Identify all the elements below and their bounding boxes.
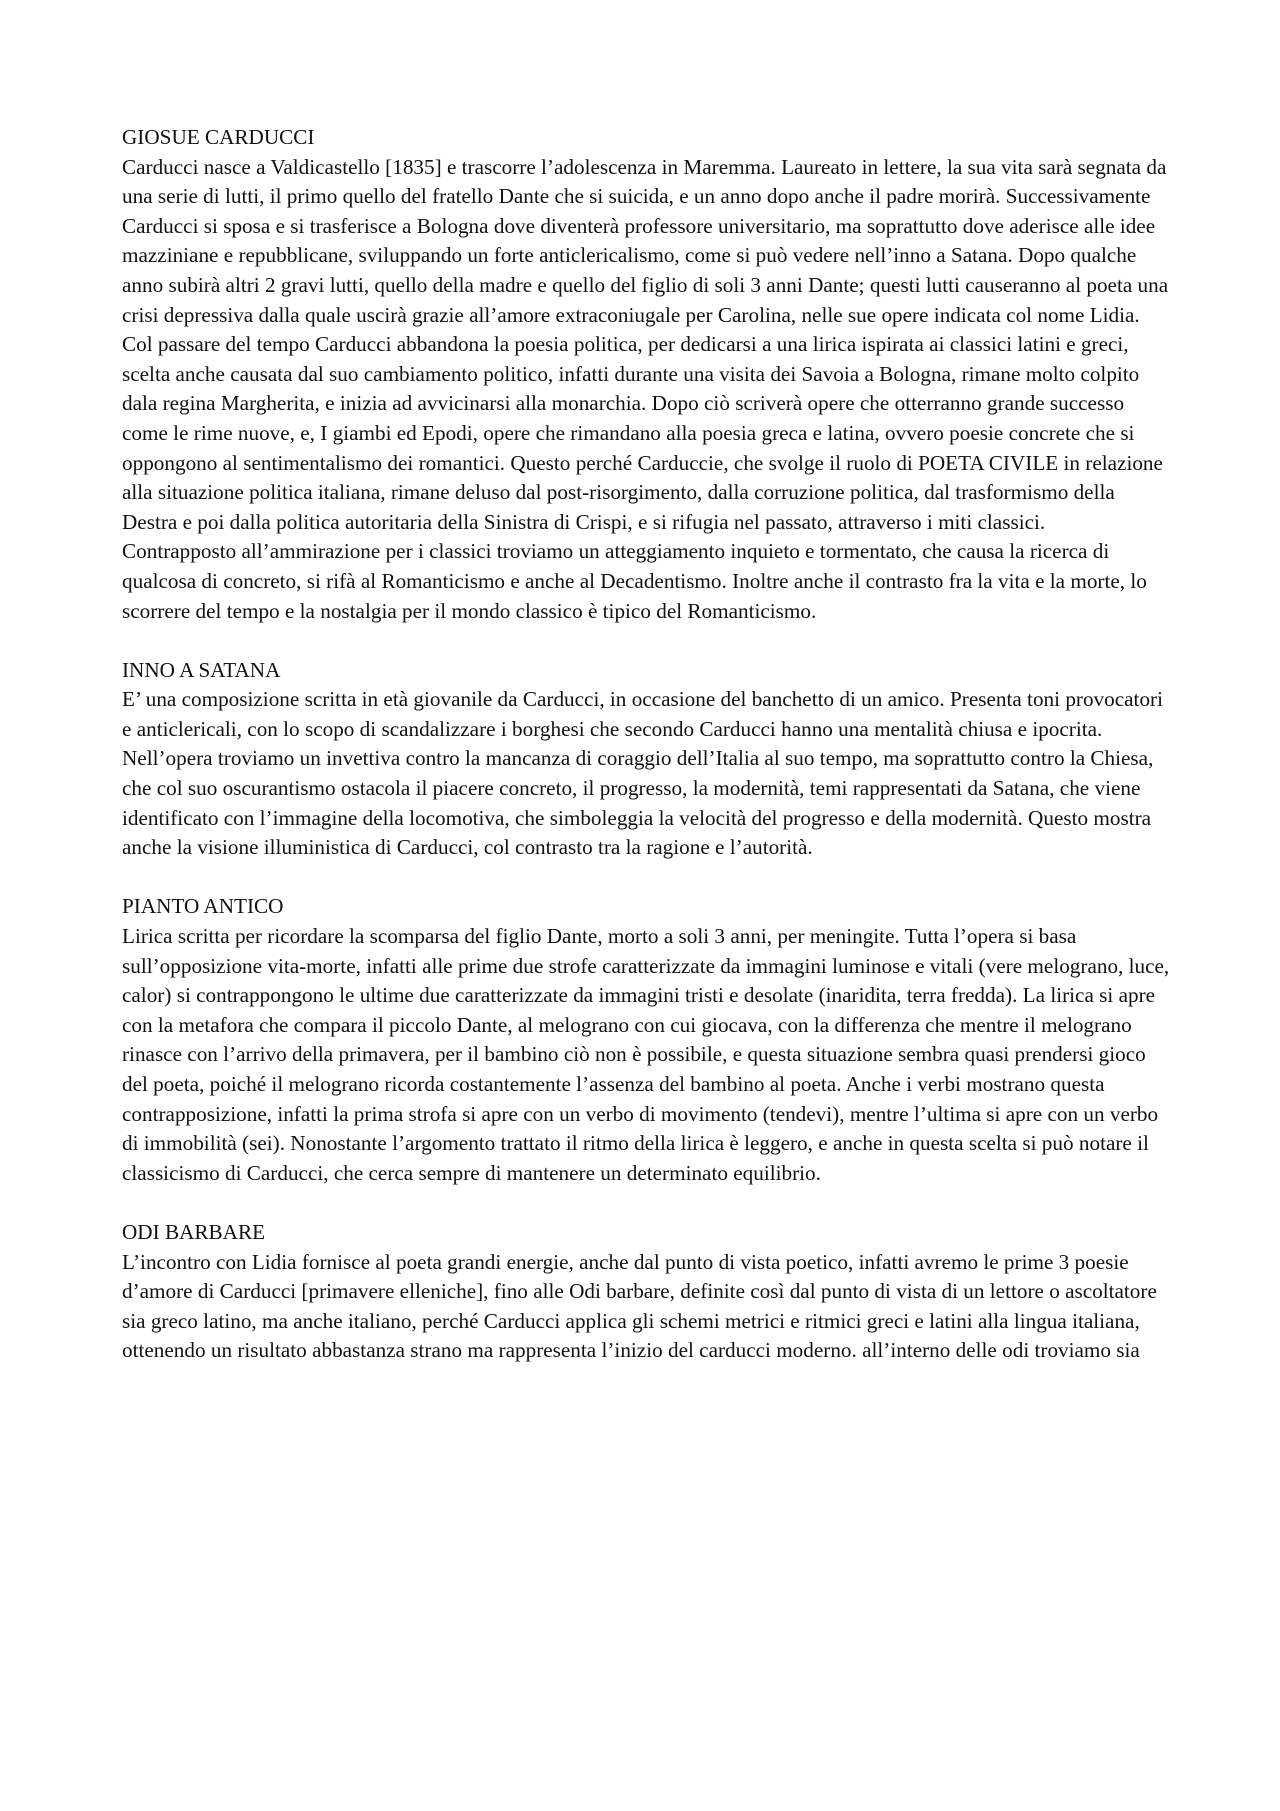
blank-line xyxy=(122,863,1172,893)
section-giosue-carducci xyxy=(122,123,1172,626)
section-odi-barbare xyxy=(122,1218,1172,1366)
section-heading: PIANTO ANTICO xyxy=(122,894,284,919)
section-heading: INNO A SATANA xyxy=(122,657,281,682)
paragraph: Contrapposto all’ammirazione per i classici troviamo un atteggiamento inquieto e tormentato, che causa la ricerca di qualcosa di concreto, si rifà al Romanticismo e anche al Decadentismo. Inoltre anche il contrasto fra la vita e la morte, lo scorrere del tempo e la nostalgia per il mondo classico è tipico del Romanticismo. xyxy=(122,539,1147,623)
paragraph: Lirica scritta per ricordare la scomparsa del figlio Dante, morto a soli 3 anni, per meningite. Tutta l’opera si basa sull’opposizione vita-morte, infatti alle prime due strofe caratterizzate da immagini luminose e vitali (vere melograno, luce, calor) si contrappongono le ultime due caratterizzate da immagini tristi e desolate (inaridita, terra fredda). La lirica si apre con la metafora che compara il piccolo Dante, al melograno con cui giocava, con la differenza che mentre il melograno rinasce con l’arrivo della primavera, per il bambino ciò non è possibile, e questa situazione sembra quasi prendersi gioco del poeta, poiché il melograno ricorda costantemente l’assenza del bambino al poeta. Anche i verbi mostrano questa contrapposizione, infatti la prima strofa si apre con un verbo di movimento (tendevi), mentre l’ultima si apre con un verbo di immobilità (sei). Nonostante l’argomento trattato il ritmo della lirica è leggero, e anche in questa scelta si può notare il classicismo di Carducci, che cerca sempre di mantenere un determinato equilibrio. xyxy=(122,924,1170,1185)
section-inno-a-satana xyxy=(122,656,1172,863)
paragraph: E’ una composizione scritta in età giovanile da Carducci, in occasione del banchetto di un amico. Presenta toni provocatori e anticlericali, con lo scopo di scandalizzare i borghesi che secondo Carducci hanno una mentalità chiusa e ipocrita. Nell’opera troviamo un invettiva contro la mancanza di coraggio dell’Italia al suo tempo, ma soprattutto contro la Chiesa, che col suo oscurantismo ostacola il piacere concreto, il progresso, la modernità, temi rappresentati da Satana, che viene identificato con l’immagine della locomotiva, che simboleggia la velocità del progresso e della modernità. Questo mostra anche la visione illuministica di Carducci, col contrasto tra la ragione e l’autorità. xyxy=(122,687,1163,860)
section-pianto-antico xyxy=(122,892,1172,1188)
section-heading: GIOSUE CARDUCCI xyxy=(122,125,315,149)
paragraph: Carducci nasce a Valdicastello [1835] e trascorre l’adolescenza in Maremma. Laureato in lettere, la sua vita sarà segnata da una serie di lutti, il primo quello del fratello Dante che si suicida, e un anno dopo anche il padre morirà. Successivamente Carducci si sposa e si trasferisce a Bologna dove diventerà professore universitario, ma soprattutto dove aderisce alle idee mazziniane e repubblicane, sviluppando un forte anticlericalismo, come si può vedere nell’inno a Satana. Dopo qualche anno subirà altri 2 gravi lutti, quello della madre e quello del figlio di soli 3 anni Dante; questi lutti causeranno al poeta una crisi depressiva dalla quale uscirà grazie all’amore extraconiugale per Carolina, nelle sue opere indicata col nome Lidia. Col passare del tempo Carducci abbandona la poesia politica, per dedicarsi a una lirica ispirata ai classici latini e greci, scelta anche causata dal suo cambiamento politico, infatti durante una visita dei Savoia a Bologna, rimane molto colpito dala regina Margherita, e inizia ad avvicinarsi alla monarchia. Dopo ciò scriverà opere che otterranno grande successo come le rime nuove, e, I giambi ed Epodi, opere che rimandano alla poesia greca e latina, ovvero poesie concrete che si oppongono al sentimentalismo dei romantici. Questo perché Carduccie, che svolge il ruolo di POETA CIVILE in relazione alla situazione politica italiana, rimane deluso dal post-risorgimento, dalla corruzione politica, dal trasformismo della Destra e poi dalla politica autoritaria della Sinistra di Crispi, e si rifugia nel passato, attraverso i miti classici. xyxy=(122,154,1169,534)
section-heading: ODI BARBARE xyxy=(122,1219,266,1244)
paragraph: L’incontro con Lidia fornisce al poeta grandi energie, anche dal punto di vista poetico, infatti avremo le prime 3 poesie d’amore di Carducci [primavere elleniche], fino alle Odi barbare, definite così dal punto di vista di un lettore o ascoltatore sia greco latino, ma anche italiano, perché Carducci applica gli schemi metrici e ritmici greci e latini alla lingua italiana, ottenendo un risultato abbastanza strano ma rappresenta l’inizio del carducci moderno. all’interno delle odi troviamo sia xyxy=(122,1249,1157,1363)
blank-line xyxy=(122,626,1172,656)
blank-line xyxy=(122,1188,1172,1218)
document-page xyxy=(122,123,1172,1366)
